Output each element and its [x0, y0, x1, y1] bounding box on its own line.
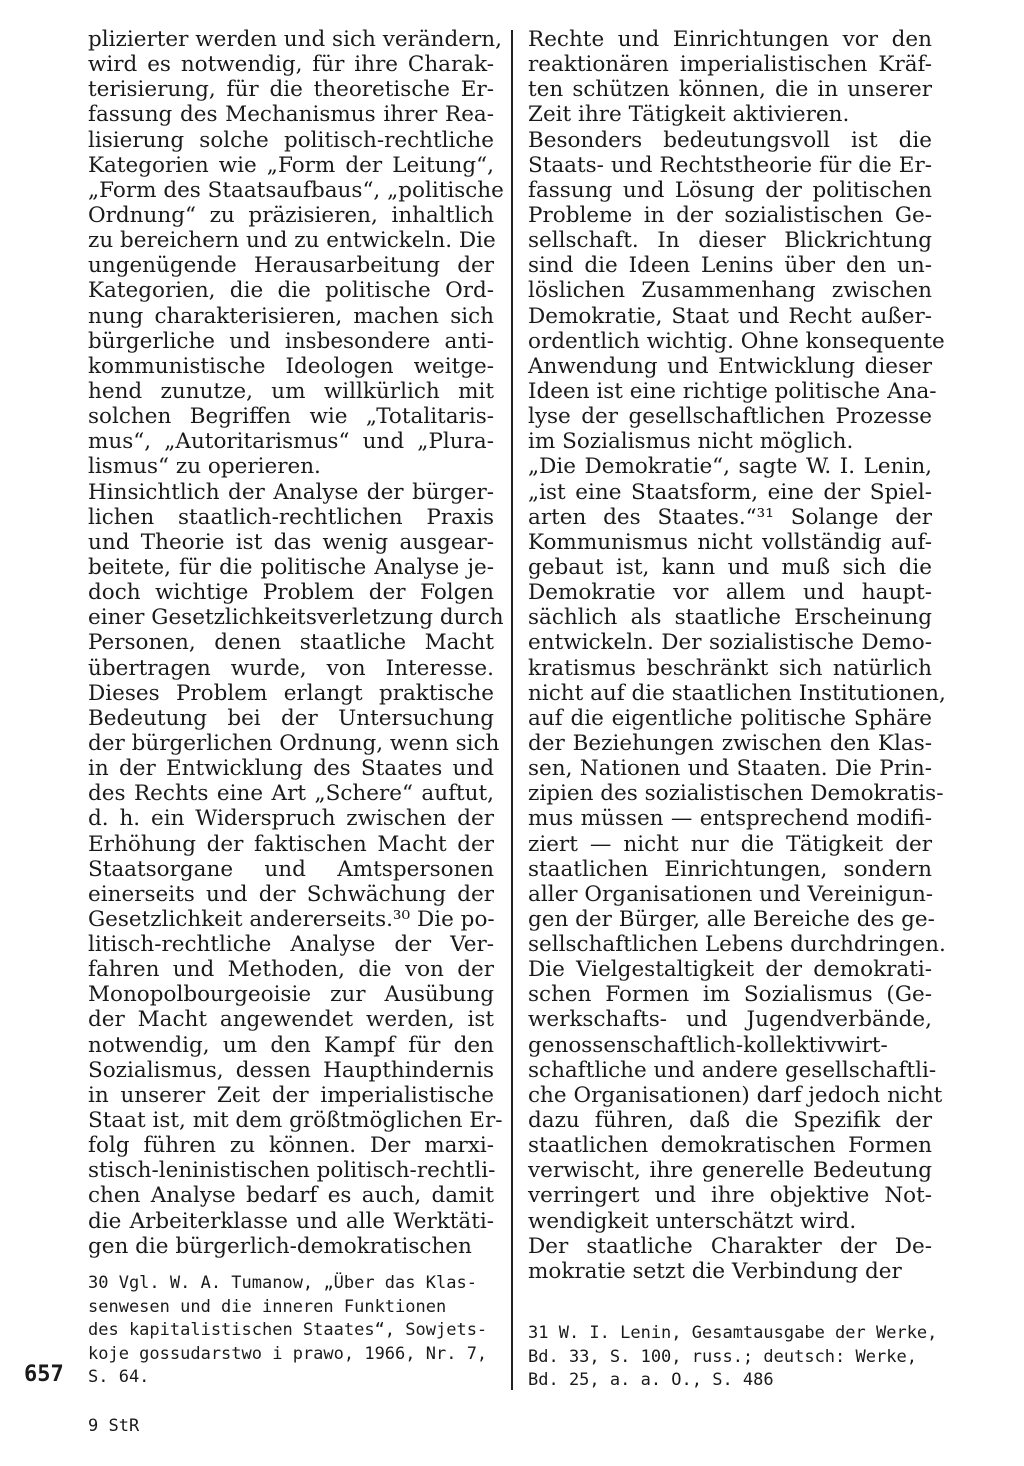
left-column-line: Kategorien wie „Form der Leitung“, [88, 152, 494, 178]
left-column-line: gen die bürgerlich-demokratischen [88, 1233, 472, 1259]
right-column-line: Zeit ihre Tätigkeit aktivieren. [528, 102, 850, 128]
left-column-line: Monopolbourgeoisie zur Ausübung [88, 982, 494, 1008]
left-column-line: nung charakterisieren, machen sich [88, 303, 494, 329]
left-column-line: Kategorien, die die politische Ord- [88, 278, 494, 304]
right-column-line: sächlich als staatliche Erscheinung [528, 605, 932, 631]
left-column-line: Gesetzlichkeit andererseits.³⁰ Die po- [88, 906, 495, 932]
right-column-line: Probleme in der sozialistischen Ge- [528, 202, 932, 228]
page-number: 657 [24, 1362, 64, 1387]
left-column-line: terisierung, für die theoretische Er- [88, 77, 494, 103]
right-column-line: Rechte und Einrichtungen vor den [528, 27, 932, 52]
right-column-line: Ideen ist eine richtige politische Ana- [528, 378, 937, 404]
left-column-line: solchen Begriffen wie „Totalitaris- [88, 404, 494, 430]
right-column-line: auf die eigentliche politische Sphäre [528, 705, 932, 731]
left-column-line: einerseits und der Schwächung der [88, 881, 494, 907]
right-column-line: sellschaft. In dieser Blickrichtung [528, 228, 932, 254]
left-column-line: mus“, „Autoritarismus“ und „Plura- [88, 429, 494, 455]
right-column-line: schen Formen im Sozialismus (Ge- [528, 982, 932, 1008]
footnote-30 [88, 1272, 498, 1390]
left-column-line: Personen, denen staatliche Macht [88, 630, 494, 656]
footnote-31-line: Bd. 25, a. a. O., S. 486 [528, 1370, 774, 1390]
right-column-line: lyse der gesellschaftlichen Prozesse [528, 404, 932, 430]
left-column-line: folg führen zu können. Der marxi- [88, 1133, 494, 1159]
left-column-line: in unserer Zeit der imperialistische [88, 1082, 494, 1108]
left-column-line: Ordnung“ zu präzisieren, inhaltlich [88, 202, 494, 228]
left-column-line: beitete, für die politische Analyse je- [88, 554, 494, 580]
left-column-line: chen Analyse bedarf es auch, damit [88, 1183, 494, 1209]
right-column-line: reaktionären imperialistischen Kräf- [528, 52, 932, 78]
left-column-line: litisch-rechtliche Analyse der Ver- [88, 932, 494, 958]
right-column-line: dazu führen, daß die Spezifik der [528, 1108, 932, 1134]
right-column-line: sind die Ideen Lenins über den un- [528, 253, 932, 279]
left-column-line: d. h. ein Widerspruch zwischen der [88, 806, 494, 832]
right-column-line: ziert — nicht nur die Tätigkeit der [528, 831, 932, 857]
footnote-30-line: senwesen und die inneren Funktionen [88, 1296, 447, 1317]
footnote-30-line: koje gossudarstwo i prawo, 1966, Nr. 7, [88, 1343, 488, 1364]
left-column-line: Hinsichtlich der Analyse der bürger- [88, 479, 494, 505]
right-column-line: sen, Nationen und Staaten. Die Prin- [528, 756, 932, 782]
right-column-line: werkschafts- und Jugendverbände, [528, 1007, 932, 1033]
right-column-line: nicht auf die staatlichen Institutionen, [528, 680, 946, 706]
left-column-line: Staat ist, mit dem größtmöglichen Er- [88, 1108, 503, 1134]
left-column-line: Bedeutung bei der Untersuchung [88, 705, 494, 731]
right-column-line: Besonders bedeutungsvoll ist die [528, 127, 932, 153]
left-column-line: fassung des Mechanismus ihrer Rea- [88, 102, 494, 128]
left-column-line: notwendig, um den Kampf für den [88, 1032, 494, 1058]
right-column-line: gen der Bürger, alle Bereiche des ge- [528, 906, 935, 932]
right-column-line: staatlichen Einrichtungen, sondern [528, 856, 932, 882]
right-column-line: gebaut ist, kann und muß sich die [528, 554, 932, 580]
right-column-line: Der staatliche Charakter der De- [528, 1233, 932, 1259]
right-text-column [528, 27, 946, 1284]
right-column-line: im Sozialismus nicht möglich. [528, 429, 854, 455]
left-column-line: Dieses Problem erlangt praktische [88, 680, 494, 706]
right-column-line: verwischt, ihre generelle Bedeutung [528, 1158, 932, 1184]
right-column-line: ordentlich wichtig. Ohne konsequente [528, 328, 945, 354]
left-column-line: plizierter werden und sich verändern, [88, 27, 502, 52]
printer-signature: 9 StR [88, 1416, 140, 1436]
right-column-line: wendigkeit unterschätzt wird. [528, 1208, 857, 1234]
left-column-line: einer Gesetzlichkeitsverletzung durch [88, 605, 504, 631]
right-column-line: Demokratie vor allem und haupt- [528, 580, 932, 606]
left-column-line: wird es notwendig, für ihre Charak- [88, 52, 494, 78]
right-column-line: Kommunismus nicht vollständig auf- [528, 529, 932, 555]
left-column-line: und Theorie ist das wenig ausgear- [88, 529, 494, 555]
left-column-line: lichen staatlich-rechtlichen Praxis [88, 504, 494, 530]
right-column-line: aller Organisationen und Vereinigun- [528, 881, 934, 907]
left-column-line: hend zunutze, um willkürlich mit [88, 378, 494, 404]
right-column-line: staatlichen demokratischen Formen [528, 1133, 932, 1159]
footnote-30-line: S. 64. [88, 1367, 150, 1387]
left-column-line: in der Entwicklung des Staates und [88, 756, 494, 782]
left-column-line: ungenügende Herausarbeitung der [88, 253, 494, 279]
left-column-line: stisch-leninistischen politisch-rechtli- [88, 1158, 496, 1184]
left-column-line: kommunistische Ideologen weitge- [88, 353, 494, 379]
left-column-line: übertragen wurde, von Interesse. [88, 655, 494, 681]
left-text-column [88, 27, 504, 1259]
right-column-line: verringert und ihre objektive Not- [528, 1183, 932, 1209]
right-column-line: zipien des sozialistischen Demokratis- [528, 781, 944, 807]
right-column-line: che Organisationen) darf jedoch nicht [528, 1082, 943, 1108]
left-column-line: „Form des Staatsaufbaus“, „politische [88, 177, 504, 203]
right-column-line: mokratie setzt die Verbindung der [528, 1258, 902, 1284]
footnote-30-line: 30 Vgl. W. A. Tumanow, „Über das Klas- [88, 1273, 477, 1293]
footnote-31 [528, 1322, 938, 1393]
right-column-line: löslichen Zusammenhang zwischen [528, 278, 932, 304]
footnote-31-line: Bd. 33, S. 100, russ.; deutsch: Werke, [528, 1346, 917, 1367]
right-column-line: arten des Staates.“³¹ Solange der [528, 504, 932, 530]
right-column-line: Staats- und Rechtstheorie für die Er- [528, 152, 932, 178]
right-column-line: Die Vielgestaltigkeit der demokrati- [528, 957, 932, 983]
right-column-line: Demokratie, Staat und Recht außer- [528, 303, 932, 329]
right-column-line: kratismus beschränkt sich natürlich [528, 655, 932, 681]
right-column-line: ten schützen können, die in unserer [528, 77, 932, 103]
right-column-line: der Beziehungen zwischen den Klas- [528, 730, 932, 756]
left-column-line: fahren und Methoden, die von der [88, 957, 494, 983]
right-column-line: „ist eine Staatsform, eine der Spiel- [528, 479, 932, 505]
column-divider [511, 30, 513, 1390]
left-column-line: die Arbeiterklasse und alle Werktäti- [88, 1208, 494, 1234]
left-column-line: Sozialismus, dessen Haupthindernis [88, 1057, 494, 1083]
left-column-line: Erhöhung der faktischen Macht der [88, 831, 494, 857]
right-column-line: sellschaftlichen Lebens durchdringen. [528, 932, 946, 958]
left-column-line: lismus“ zu operieren. [88, 454, 321, 480]
left-column-line: bürgerliche und insbesondere anti- [88, 328, 494, 354]
footnote-31-line: 31 W. I. Lenin, Gesamtausgabe der Werke, [528, 1323, 938, 1343]
left-column-line: lisierung solche politisch-rechtliche [88, 127, 494, 153]
left-column-line: zu bereichern und zu entwickeln. Die [88, 228, 496, 254]
left-column-line: des Rechts eine Art „Schere“ auftut, [88, 781, 494, 807]
right-column-line: entwickeln. Der sozialistische Demo- [528, 630, 932, 656]
footnote-30-line: des kapitalistischen Staates“, Sowjets- [88, 1320, 488, 1340]
right-column-line: „Die Demokratie“, sagte W. I. Lenin, [528, 454, 932, 480]
left-column-line: der Macht angewendet werden, ist [88, 1007, 494, 1033]
right-column-line: genossenschaftlich-kollektivwirt- [528, 1032, 888, 1058]
left-column-line: Staatsorgane und Amtspersonen [88, 856, 494, 882]
right-column-line: fassung und Lösung der politischen [528, 177, 932, 203]
right-column-line: Anwendung und Entwicklung dieser [528, 353, 932, 379]
left-column-line: der bürgerlichen Ordnung, wenn sich [88, 730, 500, 756]
left-column-line: doch wichtige Problem der Folgen [88, 580, 494, 606]
right-column-line: mus müssen — entsprechend modifi- [528, 806, 932, 832]
right-column-line: schaftliche und andere gesellschaftli- [528, 1057, 937, 1083]
